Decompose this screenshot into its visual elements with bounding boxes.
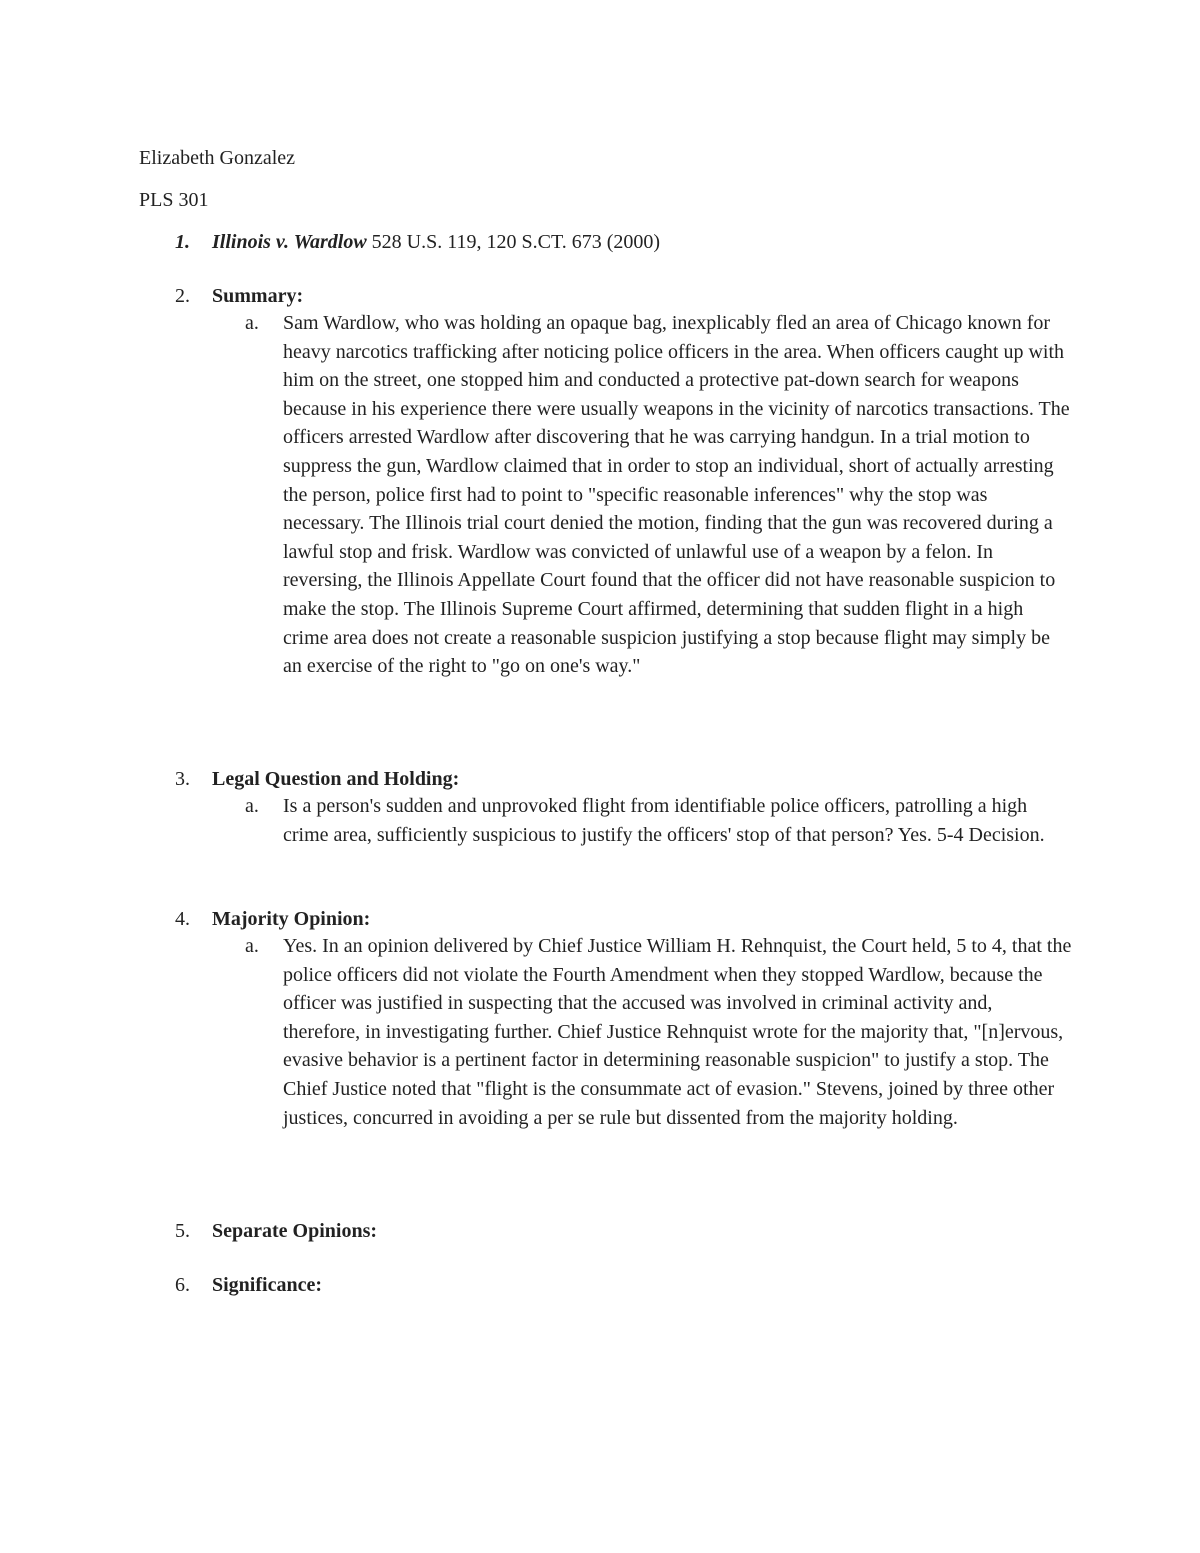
- author-name: Elizabeth Gonzalez: [139, 147, 296, 169]
- section-heading-separate: [212, 1219, 377, 1243]
- separate-opinions-heading: Separate Opinions:: [212, 1220, 378, 1242]
- item-number-2: 2.: [175, 285, 190, 307]
- item-number-1: 1.: [175, 231, 190, 253]
- majority-letter: a.: [245, 935, 259, 957]
- course-code: PLS 301: [139, 189, 209, 211]
- majority-heading: Majority Opinion:: [212, 908, 371, 930]
- case-citation: 528 U.S. 119, 120 S.CT. 673 (2000): [366, 231, 661, 253]
- section-heading-majority: [212, 907, 370, 931]
- case-name: Illinois v. Wardlow: [212, 231, 367, 253]
- significance-heading: Significance:: [212, 1274, 322, 1296]
- section-heading-summary: [212, 284, 303, 308]
- legal-question-letter: a.: [245, 795, 259, 817]
- case-title: [212, 230, 660, 254]
- section-heading-legal-question: [212, 767, 459, 791]
- item-number-5: 5.: [175, 1220, 190, 1242]
- item-number-6: 6.: [175, 1274, 190, 1296]
- legal-question-heading: Legal Question and Holding:: [212, 768, 460, 790]
- section-heading-significance: [212, 1273, 322, 1297]
- summary-heading: Summary:: [212, 285, 304, 307]
- legal-question-paragraph: Is a person's sudden and unprovoked flight from identifiable police officers, patrolling a high crime area, sufficiently suspicious to justify the officers' stop of that person? Yes. 5-4 Decision.: [283, 795, 1045, 846]
- item-number-3: 3.: [175, 768, 190, 790]
- summary-paragraph: Sam Wardlow, who was holding an opaque bag, inexplicably fled an area of Chicago known for heavy narcotics trafficking after noticing police officers in the area. When officers caught up with him on the street, one stopped him and conducted a protective pat-down search for weapons because in his experience there were usually weapons in the vicinity of narcotics transactions. The officers arrested Wardlow after discovering that he was carrying handgun. In a trial motion to suppress the gun, Wardlow claimed that in order to stop an individual, short of actually arresting the person, police first had to point to "specific reasonable inferences" why the stop was necessary. The Illinois trial court denied the motion, finding that the gun was recovered during a lawful stop and frisk. Wardlow was convicted of unlawful use of a weapon by a felon. In reversing, the Illinois Appellate Court found that the officer did not have reasonable suspicion to make the stop. The Illinois Supreme Court affirmed, determining that sudden flight in a high crime area does not create a reasonable suspicion justifying a stop because flight may simply be an exercise of the right to "go on one's way.": [283, 312, 1070, 678]
- item-number-4: 4.: [175, 908, 190, 930]
- majority-paragraph: Yes. In an opinion delivered by Chief Justice William H. Rehnquist, the Court held, 5 to 4, that the police officers did not violate the Fourth Amendment when they stopped Wardlow, because the officer was justified in suspecting that the accused was involved in criminal activity and, therefore, in investigating further. Chief Justice Rehnquist wrote for the majority that, "[n]ervous, evasive behavior is a pertinent factor in determining reasonable suspicion" to justify a stop. The Chief Justice noted that "flight is the consummate act of evasion." Stevens, joined by three other justices, concurred in avoiding a per se rule but dissented from the majority holding.: [283, 935, 1072, 1129]
- summary-letter: a.: [245, 312, 259, 334]
